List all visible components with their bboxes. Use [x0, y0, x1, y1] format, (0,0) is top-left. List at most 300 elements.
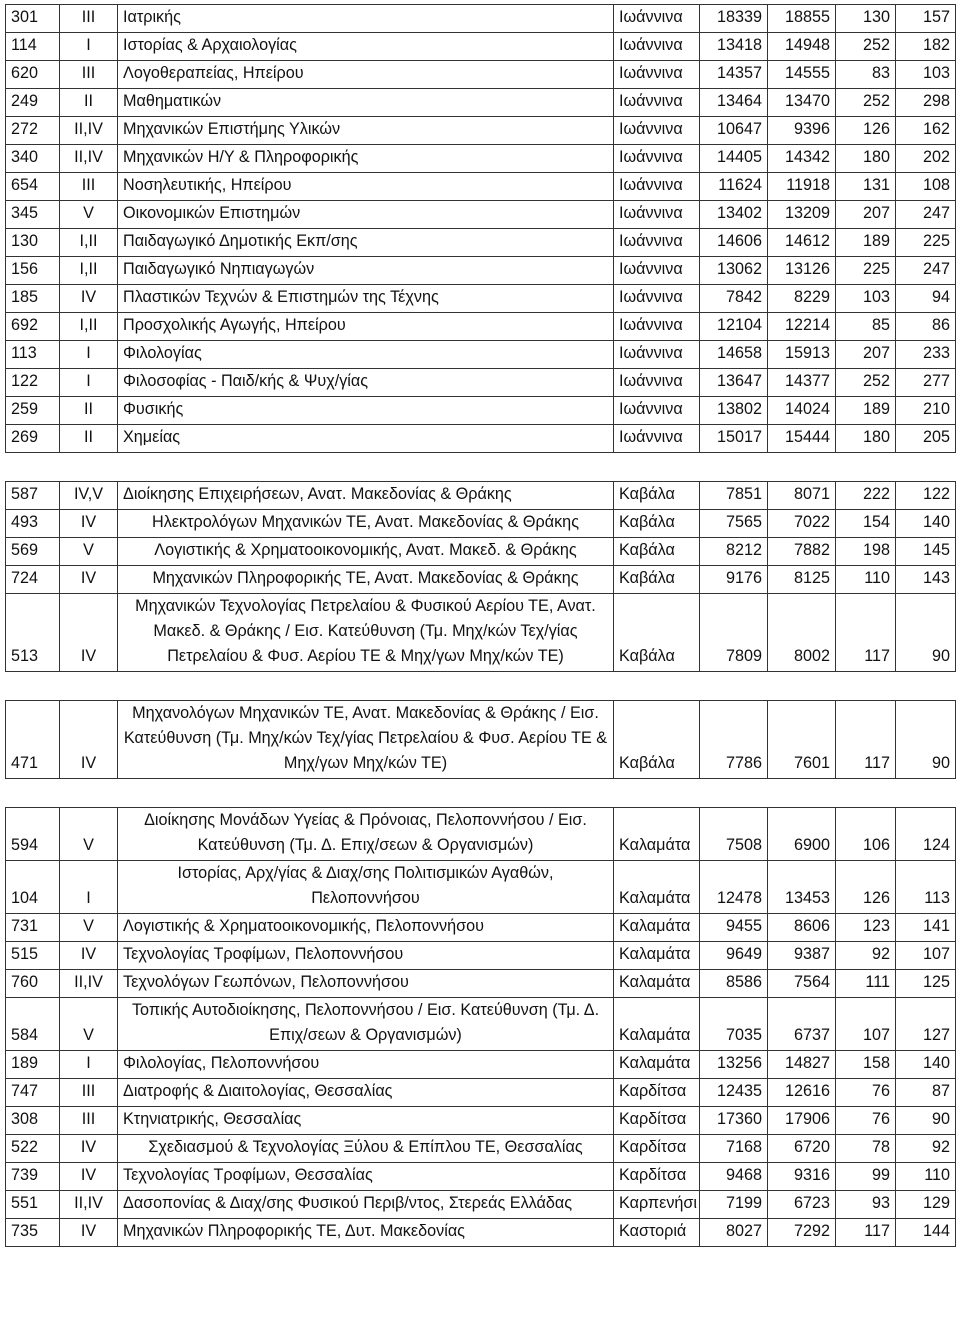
score-2020-cell: 14948: [768, 33, 836, 61]
city-cell: Καβάλα: [614, 566, 700, 594]
places-a-cell: 252: [836, 369, 896, 397]
department-cell: Πλαστικών Τεχνών & Επιστημών της Τέχνης: [118, 285, 614, 313]
places-b-cell: 90: [896, 1107, 956, 1135]
city-cell: Καβάλα: [614, 594, 700, 672]
city-cell: Καβάλα: [614, 510, 700, 538]
code-cell: 259: [6, 397, 60, 425]
city-cell: Ιωάννινα: [614, 313, 700, 341]
city-cell: Ιωάννινα: [614, 145, 700, 173]
year-cell: IV: [60, 1219, 118, 1247]
table-row: [6, 257, 956, 285]
places-b-cell: 247: [896, 201, 956, 229]
places-a-cell: 158: [836, 1051, 896, 1079]
places-b-cell: 162: [896, 117, 956, 145]
table-row: [6, 861, 956, 914]
score-2019-cell: 14606: [700, 229, 768, 257]
year-cell: IV,V: [60, 482, 118, 510]
places-b-cell: 182: [896, 33, 956, 61]
year-cell: V: [60, 201, 118, 229]
score-2019-cell: 7168: [700, 1135, 768, 1163]
score-2019-cell: 8212: [700, 538, 768, 566]
year-cell: IV: [60, 594, 118, 672]
table-row: [6, 998, 956, 1051]
score-2020-cell: 14377: [768, 369, 836, 397]
score-2019-cell: 7508: [700, 808, 768, 861]
table-row: [6, 5, 956, 33]
department-cell: Τεχνολογίας Τροφίμων, Πελοποννήσου: [118, 942, 614, 970]
places-b-cell: 103: [896, 61, 956, 89]
score-2020-cell: 14555: [768, 61, 836, 89]
places-a-cell: 85: [836, 313, 896, 341]
code-cell: 104: [6, 861, 60, 914]
code-cell: 340: [6, 145, 60, 173]
score-2019-cell: 14357: [700, 61, 768, 89]
score-2019-cell: 13464: [700, 89, 768, 117]
places-a-cell: 207: [836, 201, 896, 229]
code-cell: 515: [6, 942, 60, 970]
table-row: [6, 594, 956, 672]
score-2019-cell: 13802: [700, 397, 768, 425]
department-cell: Μηχανικών Τεχνολογίας Πετρελαίου & Φυσικού Αερίου ΤΕ, Ανατ. Μακεδ. & Θράκης / Εισ. Κατεύθυνση (Τμ. Μηχ/κών Τεχ/γίας Πετρελαίου & Φυσ. Αερίου ΤΕ & Μηχ/γων Μηχ/κών ΤΕ): [118, 594, 614, 672]
code-cell: 620: [6, 61, 60, 89]
table-row: [6, 1135, 956, 1163]
code-cell: 122: [6, 369, 60, 397]
score-2019-cell: 18339: [700, 5, 768, 33]
places-a-cell: 222: [836, 482, 896, 510]
table-row: [6, 341, 956, 369]
places-b-cell: 127: [896, 998, 956, 1051]
places-a-cell: 252: [836, 33, 896, 61]
places-b-cell: 113: [896, 861, 956, 914]
places-b-cell: 94: [896, 285, 956, 313]
table-row: [6, 33, 956, 61]
places-a-cell: 92: [836, 942, 896, 970]
places-b-cell: 140: [896, 1051, 956, 1079]
code-cell: 692: [6, 313, 60, 341]
places-a-cell: 131: [836, 173, 896, 201]
score-2020-cell: 7292: [768, 1219, 836, 1247]
city-cell: Ιωάννινα: [614, 341, 700, 369]
places-b-cell: 145: [896, 538, 956, 566]
year-cell: III: [60, 173, 118, 201]
table-row: [6, 1079, 956, 1107]
places-a-cell: 117: [836, 701, 896, 779]
score-2019-cell: 7851: [700, 482, 768, 510]
table-row: [6, 313, 956, 341]
code-cell: 308: [6, 1107, 60, 1135]
places-b-cell: 124: [896, 808, 956, 861]
score-2019-cell: 7786: [700, 701, 768, 779]
department-cell: Κτηνιατρικής, Θεσσαλίας: [118, 1107, 614, 1135]
places-b-cell: 247: [896, 257, 956, 285]
code-cell: 189: [6, 1051, 60, 1079]
table-row: [6, 701, 956, 779]
score-2020-cell: 15444: [768, 425, 836, 453]
table-row: [6, 229, 956, 257]
city-cell: Ιωάννινα: [614, 5, 700, 33]
score-2019-cell: 7565: [700, 510, 768, 538]
places-a-cell: 123: [836, 914, 896, 942]
score-2020-cell: 8229: [768, 285, 836, 313]
score-2020-cell: 8606: [768, 914, 836, 942]
city-cell: Ιωάννινα: [614, 397, 700, 425]
table-row: [6, 1163, 956, 1191]
score-2020-cell: 12214: [768, 313, 836, 341]
score-2020-cell: 6737: [768, 998, 836, 1051]
places-a-cell: 110: [836, 566, 896, 594]
score-2020-cell: 7882: [768, 538, 836, 566]
table-row: [6, 482, 956, 510]
score-2020-cell: 7564: [768, 970, 836, 998]
department-cell: Διατροφής & Διαιτολογίας, Θεσσαλίας: [118, 1079, 614, 1107]
places-a-cell: 252: [836, 89, 896, 117]
score-2020-cell: 13470: [768, 89, 836, 117]
table-row: [6, 61, 956, 89]
places-b-cell: 90: [896, 701, 956, 779]
department-cell: Ιατρικής: [118, 5, 614, 33]
places-a-cell: 180: [836, 425, 896, 453]
code-cell: 130: [6, 229, 60, 257]
score-2019-cell: 13647: [700, 369, 768, 397]
places-a-cell: 93: [836, 1191, 896, 1219]
code-cell: 551: [6, 1191, 60, 1219]
score-2020-cell: 13453: [768, 861, 836, 914]
department-cell: Μηχανικών Η/Υ & Πληροφορικής: [118, 145, 614, 173]
code-cell: 156: [6, 257, 60, 285]
department-cell: Ηλεκτρολόγων Μηχανικών ΤΕ, Ανατ. Μακεδονίας & Θράκης: [118, 510, 614, 538]
score-2019-cell: 14405: [700, 145, 768, 173]
year-cell: I: [60, 861, 118, 914]
department-cell: Τοπικής Αυτοδιοίκησης, Πελοποννήσου / Εισ. Κατεύθυνση (Τμ. Δ. Επιχ/σεων & Οργανισμών): [118, 998, 614, 1051]
city-cell: Ιωάννινα: [614, 257, 700, 285]
score-2019-cell: 15017: [700, 425, 768, 453]
places-a-cell: 189: [836, 229, 896, 257]
score-2020-cell: 11918: [768, 173, 836, 201]
city-cell: Καρδίτσα: [614, 1135, 700, 1163]
places-b-cell: 298: [896, 89, 956, 117]
code-cell: 185: [6, 285, 60, 313]
city-cell: Καρδίτσα: [614, 1079, 700, 1107]
code-cell: 113: [6, 341, 60, 369]
places-b-cell: 110: [896, 1163, 956, 1191]
city-cell: Ιωάννινα: [614, 173, 700, 201]
year-cell: IV: [60, 942, 118, 970]
department-cell: Ιστορίας, Αρχ/γίας & Διαχ/σης Πολιτισμικών Αγαθών, Πελοποννήσου: [118, 861, 614, 914]
places-b-cell: 87: [896, 1079, 956, 1107]
places-b-cell: 125: [896, 970, 956, 998]
places-b-cell: 225: [896, 229, 956, 257]
table-row: [6, 914, 956, 942]
department-cell: Τεχνολόγων Γεωπόνων, Πελοποννήσου: [118, 970, 614, 998]
table-row: [6, 808, 956, 861]
score-2020-cell: 13209: [768, 201, 836, 229]
code-cell: 522: [6, 1135, 60, 1163]
department-cell: Μηχανικών Επιστήμης Υλικών: [118, 117, 614, 145]
table-row: [6, 1051, 956, 1079]
city-cell: Ιωάννινα: [614, 369, 700, 397]
score-2020-cell: 9316: [768, 1163, 836, 1191]
department-cell: Μηχανολόγων Μηχανικών ΤΕ, Ανατ. Μακεδονίας & Θράκης / Εισ. Κατεύθυνση (Τμ. Μηχ/κών Τεχ/γίας Πετρελαίου & Φυσ. Αερίου ΤΕ & Μηχ/γων Μηχ/κών ΤΕ): [118, 701, 614, 779]
department-cell: Φιλολογίας: [118, 341, 614, 369]
code-cell: 739: [6, 1163, 60, 1191]
city-cell: Καρδίτσα: [614, 1107, 700, 1135]
city-cell: Ιωάννινα: [614, 425, 700, 453]
city-cell: Ιωάννινα: [614, 201, 700, 229]
score-2020-cell: 14827: [768, 1051, 836, 1079]
score-2020-cell: 14612: [768, 229, 836, 257]
year-cell: II,IV: [60, 1191, 118, 1219]
city-cell: Καλαμάτα: [614, 808, 700, 861]
results-table: [5, 4, 956, 1247]
places-a-cell: 107: [836, 998, 896, 1051]
table-body: [6, 5, 956, 1247]
table-row: [6, 369, 956, 397]
places-a-cell: 154: [836, 510, 896, 538]
places-b-cell: 144: [896, 1219, 956, 1247]
score-2019-cell: 13418: [700, 33, 768, 61]
table-row: [6, 173, 956, 201]
places-a-cell: 117: [836, 1219, 896, 1247]
table-row: [6, 425, 956, 453]
table-row: [6, 1219, 956, 1247]
year-cell: I: [60, 369, 118, 397]
year-cell: V: [60, 538, 118, 566]
year-cell: III: [60, 5, 118, 33]
places-b-cell: 202: [896, 145, 956, 173]
year-cell: I: [60, 33, 118, 61]
city-cell: Καβάλα: [614, 701, 700, 779]
score-2019-cell: 8027: [700, 1219, 768, 1247]
score-2020-cell: 14024: [768, 397, 836, 425]
department-cell: Τεχνολογίας Τροφίμων, Θεσσαλίας: [118, 1163, 614, 1191]
score-2019-cell: 14658: [700, 341, 768, 369]
year-cell: V: [60, 998, 118, 1051]
places-a-cell: 225: [836, 257, 896, 285]
department-cell: Παιδαγωγικό Δημοτικής Εκπ/σης: [118, 229, 614, 257]
code-cell: 760: [6, 970, 60, 998]
score-2020-cell: 17906: [768, 1107, 836, 1135]
year-cell: I,II: [60, 257, 118, 285]
code-cell: 569: [6, 538, 60, 566]
department-cell: Παιδαγωγικό Νηπιαγωγών: [118, 257, 614, 285]
code-cell: 594: [6, 808, 60, 861]
score-2019-cell: 7809: [700, 594, 768, 672]
score-2019-cell: 13256: [700, 1051, 768, 1079]
score-2019-cell: 12104: [700, 313, 768, 341]
score-2019-cell: 12435: [700, 1079, 768, 1107]
department-cell: Φιλολογίας, Πελοποννήσου: [118, 1051, 614, 1079]
year-cell: IV: [60, 566, 118, 594]
department-cell: Διοίκησης Επιχειρήσεων, Ανατ. Μακεδονίας & Θράκης: [118, 482, 614, 510]
department-cell: Διοίκησης Μονάδων Υγείας & Πρόνοιας, Πελοποννήσου / Εισ. Κατεύθυνση (Τμ. Δ. Επιχ/σεων & Οργανισμών): [118, 808, 614, 861]
places-a-cell: 103: [836, 285, 896, 313]
score-2020-cell: 9396: [768, 117, 836, 145]
department-cell: Οικονομικών Επιστημών: [118, 201, 614, 229]
places-b-cell: 277: [896, 369, 956, 397]
places-a-cell: 76: [836, 1079, 896, 1107]
score-2020-cell: 6723: [768, 1191, 836, 1219]
places-b-cell: 90: [896, 594, 956, 672]
year-cell: IV: [60, 1135, 118, 1163]
score-2019-cell: 8586: [700, 970, 768, 998]
places-a-cell: 126: [836, 117, 896, 145]
department-cell: Ιστορίας & Αρχαιολογίας: [118, 33, 614, 61]
city-cell: Καστοριά: [614, 1219, 700, 1247]
code-cell: 731: [6, 914, 60, 942]
places-b-cell: 122: [896, 482, 956, 510]
places-b-cell: 107: [896, 942, 956, 970]
score-2019-cell: 13402: [700, 201, 768, 229]
city-cell: Καλαμάτα: [614, 914, 700, 942]
code-cell: 269: [6, 425, 60, 453]
table-row: [6, 566, 956, 594]
table-row: [6, 510, 956, 538]
places-a-cell: 83: [836, 61, 896, 89]
department-cell: Προσχολικής Αγωγής, Ηπείρου: [118, 313, 614, 341]
code-cell: 735: [6, 1219, 60, 1247]
score-2020-cell: 12616: [768, 1079, 836, 1107]
year-cell: II,IV: [60, 145, 118, 173]
score-2020-cell: 18855: [768, 5, 836, 33]
year-cell: II: [60, 425, 118, 453]
score-2019-cell: 7199: [700, 1191, 768, 1219]
year-cell: II: [60, 397, 118, 425]
code-cell: 654: [6, 173, 60, 201]
score-2019-cell: 17360: [700, 1107, 768, 1135]
city-cell: Καλαμάτα: [614, 998, 700, 1051]
code-cell: 513: [6, 594, 60, 672]
department-cell: Δασοπονίας & Διαχ/σης Φυσικού Περιβ/ντος, Στερεάς Ελλάδας: [118, 1191, 614, 1219]
spacer-row: [6, 453, 956, 482]
year-cell: III: [60, 1107, 118, 1135]
places-a-cell: 76: [836, 1107, 896, 1135]
places-b-cell: 157: [896, 5, 956, 33]
department-cell: Μαθηματικών: [118, 89, 614, 117]
score-2020-cell: 15913: [768, 341, 836, 369]
year-cell: I,II: [60, 313, 118, 341]
year-cell: I,II: [60, 229, 118, 257]
score-2020-cell: 7022: [768, 510, 836, 538]
city-cell: Καλαμάτα: [614, 861, 700, 914]
city-cell: Καλαμάτα: [614, 970, 700, 998]
city-cell: Ιωάννινα: [614, 117, 700, 145]
year-cell: III: [60, 1079, 118, 1107]
places-a-cell: 130: [836, 5, 896, 33]
year-cell: II,IV: [60, 970, 118, 998]
score-2020-cell: 7601: [768, 701, 836, 779]
places-b-cell: 233: [896, 341, 956, 369]
score-2020-cell: 8071: [768, 482, 836, 510]
department-cell: Σχεδιασμού & Τεχνολογίας Ξύλου & Επίπλου ΤΕ, Θεσσαλίας: [118, 1135, 614, 1163]
score-2019-cell: 9176: [700, 566, 768, 594]
score-2019-cell: 7035: [700, 998, 768, 1051]
code-cell: 587: [6, 482, 60, 510]
spacer-row: [6, 779, 956, 808]
year-cell: II: [60, 89, 118, 117]
city-cell: Ιωάννινα: [614, 229, 700, 257]
places-a-cell: 180: [836, 145, 896, 173]
score-2019-cell: 11624: [700, 173, 768, 201]
year-cell: IV: [60, 1163, 118, 1191]
places-b-cell: 205: [896, 425, 956, 453]
city-cell: Καρδίτσα: [614, 1163, 700, 1191]
places-b-cell: 108: [896, 173, 956, 201]
table-row: [6, 285, 956, 313]
code-cell: 471: [6, 701, 60, 779]
places-a-cell: 106: [836, 808, 896, 861]
department-cell: Μηχανικών Πληροφορικής ΤΕ, Ανατ. Μακεδονίας & Θράκης: [118, 566, 614, 594]
score-2020-cell: 13126: [768, 257, 836, 285]
table-row: [6, 1107, 956, 1135]
code-cell: 345: [6, 201, 60, 229]
table-row: [6, 397, 956, 425]
table-row: [6, 538, 956, 566]
department-cell: Λογιστικής & Χρηματοοικονομικής, Πελοποννήσου: [118, 914, 614, 942]
places-a-cell: 99: [836, 1163, 896, 1191]
places-b-cell: 210: [896, 397, 956, 425]
score-2020-cell: 8125: [768, 566, 836, 594]
department-cell: Μηχανικών Πληροφορικής ΤΕ, Δυτ. Μακεδονίας: [118, 1219, 614, 1247]
city-cell: Ιωάννινα: [614, 61, 700, 89]
city-cell: Ιωάννινα: [614, 89, 700, 117]
code-cell: 114: [6, 33, 60, 61]
table-row: [6, 970, 956, 998]
score-2020-cell: 9387: [768, 942, 836, 970]
places-b-cell: 129: [896, 1191, 956, 1219]
code-cell: 584: [6, 998, 60, 1051]
year-cell: V: [60, 914, 118, 942]
department-cell: Φιλοσοφίας - Παιδ/κής & Ψυχ/γίας: [118, 369, 614, 397]
places-a-cell: 126: [836, 861, 896, 914]
score-2020-cell: 6720: [768, 1135, 836, 1163]
places-a-cell: 207: [836, 341, 896, 369]
code-cell: 724: [6, 566, 60, 594]
city-cell: Καβάλα: [614, 482, 700, 510]
score-2019-cell: 10647: [700, 117, 768, 145]
city-cell: Ιωάννινα: [614, 33, 700, 61]
city-cell: Καβάλα: [614, 538, 700, 566]
score-2020-cell: 6900: [768, 808, 836, 861]
city-cell: Καλαμάτα: [614, 1051, 700, 1079]
spacer-cell: [6, 672, 956, 701]
city-cell: Καλαμάτα: [614, 942, 700, 970]
year-cell: I: [60, 1051, 118, 1079]
table-row: [6, 117, 956, 145]
city-cell: Καρπενήσι: [614, 1191, 700, 1219]
places-a-cell: 198: [836, 538, 896, 566]
places-b-cell: 86: [896, 313, 956, 341]
code-cell: 493: [6, 510, 60, 538]
score-2019-cell: 9468: [700, 1163, 768, 1191]
score-2019-cell: 9649: [700, 942, 768, 970]
places-a-cell: 78: [836, 1135, 896, 1163]
table-row: [6, 201, 956, 229]
spacer-cell: [6, 779, 956, 808]
score-2019-cell: 9455: [700, 914, 768, 942]
score-2020-cell: 14342: [768, 145, 836, 173]
department-cell: Φυσικής: [118, 397, 614, 425]
department-cell: Λογοθεραπείας, Ηπείρου: [118, 61, 614, 89]
places-b-cell: 141: [896, 914, 956, 942]
department-cell: Λογιστικής & Χρηματοοικονομικής, Ανατ. Μακεδ. & Θράκης: [118, 538, 614, 566]
code-cell: 301: [6, 5, 60, 33]
city-cell: Ιωάννινα: [614, 285, 700, 313]
code-cell: 747: [6, 1079, 60, 1107]
places-b-cell: 143: [896, 566, 956, 594]
spacer-cell: [6, 453, 956, 482]
score-2019-cell: 13062: [700, 257, 768, 285]
year-cell: IV: [60, 701, 118, 779]
